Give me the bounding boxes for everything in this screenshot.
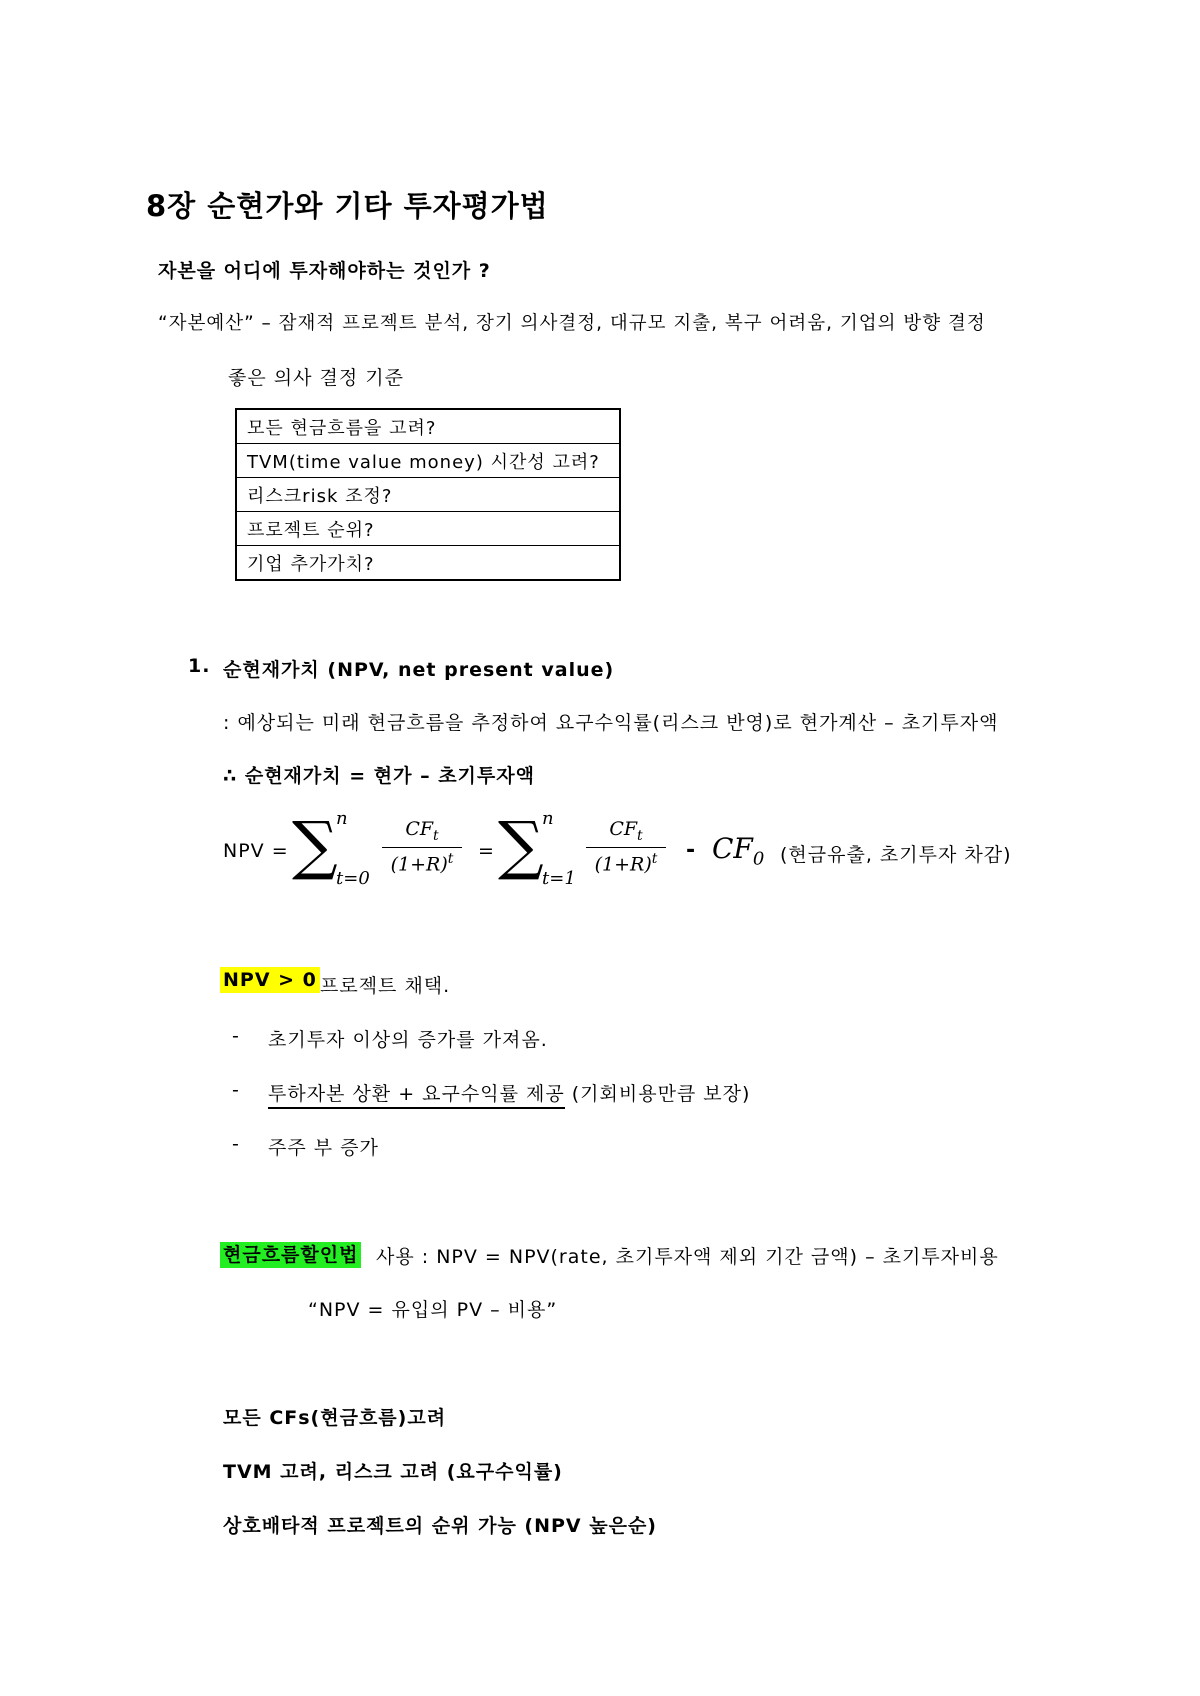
formula-lhs: NPV = bbox=[223, 840, 289, 862]
criteria-cell: TVM(time value money) 시간성 고려? bbox=[236, 444, 620, 478]
section-number: 1. bbox=[188, 655, 211, 677]
dcf-highlight: 현금흐름할인법 bbox=[220, 1242, 361, 1268]
dcf-quote: “NPV = 유입의 PV – 비용” bbox=[308, 1299, 558, 1321]
sum-upper: n bbox=[542, 808, 554, 829]
criteria-cell: 리스크risk 조정? bbox=[236, 478, 620, 512]
formula-note: (현금유출, 초기투자 차감) bbox=[780, 844, 1012, 866]
dcf-label bbox=[220, 1240, 361, 1267]
decision-rule bbox=[220, 969, 320, 991]
criteria-cell: 모든 현금흐름을 고려? bbox=[236, 409, 620, 444]
question: 자본을 어디에 투자해야하는 것인가 ? bbox=[158, 260, 491, 282]
numerator: $CF_t$ bbox=[609, 818, 643, 844]
numerator: $CF_t$ bbox=[405, 818, 439, 844]
criteria-heading: 좋은 의사 결정 기준 bbox=[228, 367, 404, 389]
criteria-cell: 기업 추가가치? bbox=[236, 546, 620, 581]
formula-minus: - bbox=[686, 838, 697, 863]
fraction bbox=[586, 818, 666, 875]
list-item-suffix: (기회비용만큼 보장) bbox=[571, 1083, 751, 1105]
summary-item: TVM 고려, 리스크 고려 (요구수익률) bbox=[223, 1461, 563, 1483]
page-title: 8장 순현가와 기타 투자평가법 bbox=[146, 189, 549, 223]
sigma-symbol: ∑ bbox=[292, 809, 338, 883]
npv-positive-highlight: NPV > 0 bbox=[220, 967, 320, 993]
npv-description: : 예상되는 미래 현금흐름을 추정하여 요구수익률(리스크 반영)로 현가계산 – 초기투자액 bbox=[223, 712, 999, 734]
table-row bbox=[236, 444, 620, 478]
summary-item: 모든 CFs(현금흐름)고려 bbox=[223, 1407, 447, 1429]
criteria-cell: 프로젝트 순위? bbox=[236, 512, 620, 546]
section-title: 순현재가치 (NPV, net present value) bbox=[223, 659, 615, 681]
table-row bbox=[236, 512, 620, 546]
list-item bbox=[268, 1079, 750, 1106]
capital-budget-text: “자본예산” – 잠재적 프로젝트 분석, 장기 의사결정, 대규모 지출, 복구 어려움, 기업의 방향 결정 bbox=[158, 313, 986, 334]
decision-suffix: 프로젝트 채택. bbox=[320, 975, 451, 997]
table-row bbox=[236, 409, 620, 444]
formula-equals: = bbox=[478, 840, 495, 862]
list-item: 주주 부 증가 bbox=[268, 1137, 379, 1159]
list-item: 초기투자 이상의 증가를 가져옴. bbox=[268, 1029, 548, 1051]
dcf-text: 사용 : NPV = NPV(rate, 초기투자액 제외 기간 금액) – 초기투자비용 bbox=[376, 1246, 999, 1268]
denominator: $(1+R)^t$ bbox=[594, 850, 658, 876]
sum-lower: t=0 bbox=[336, 868, 370, 889]
table-row bbox=[236, 478, 620, 512]
table-row bbox=[236, 546, 620, 581]
summary-item: 상호배타적 프로젝트의 순위 가능 (NPV 높은순) bbox=[223, 1515, 657, 1537]
fraction bbox=[382, 818, 462, 875]
cf0: $CF_0$ bbox=[712, 832, 765, 870]
sum-lower: t=1 bbox=[542, 868, 576, 889]
bullet-mark: - bbox=[232, 1025, 240, 1047]
denominator: $(1+R)^t$ bbox=[390, 850, 454, 876]
npv-therefore: ∴ 순현재가치 = 현가 – 초기투자액 bbox=[223, 765, 535, 787]
sum-upper: n bbox=[336, 808, 348, 829]
criteria-table bbox=[235, 408, 621, 581]
underlined-text: 투하자본 상환 + 요구수익률 제공 bbox=[268, 1083, 565, 1109]
sigma-symbol: ∑ bbox=[498, 809, 544, 883]
bullet-mark: - bbox=[232, 1133, 240, 1155]
bullet-mark: - bbox=[232, 1079, 240, 1101]
